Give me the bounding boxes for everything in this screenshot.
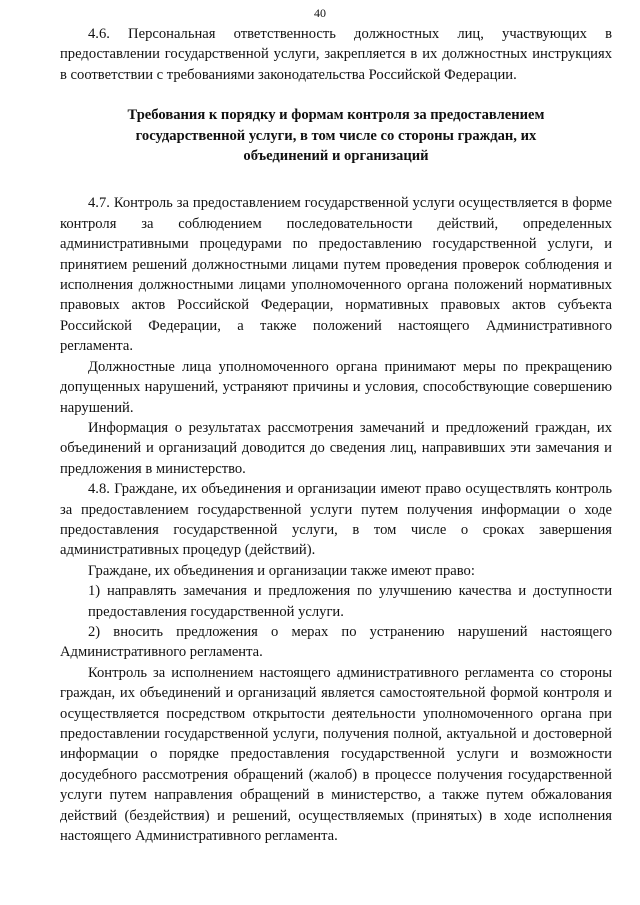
paragraph-4-6: 4.6. Персональная ответственность должностных лиц, участвующих в предоставлении государственной услуги, закрепляется в их должностных инструкциях в соответствии с требованиями законодательства Российской Федерации.: [60, 26, 612, 83]
paragraph-4-7: 4.7. Контроль за предоставлением государственной услуги осуществляется в форме контроля за соблюдением последовательности действий, определенных административными процедурами по предоставлению государственной услуги, и принятием решений должностными лицами путем проведения проверок соблюдения и исполнения должностными лицами уполномоченного органа положений нормативных правовых актов Российской Федерации, нормативных правовых актов субъекта Российской Федерации, а также положений настоящего Административного регламента.: [60, 195, 612, 355]
section-heading: Требования к порядку и формам контроля за предоставлением государственной услуги, в том числе со стороны граждан, их объединений и организаций: [127, 107, 545, 165]
paragraph-4-8: 4.8. Граждане, их объединения и организации имеют право осуществлять контроль за предоставлением государственной услуги путем получения информации о ходе предоставления государственной услуги, в том числе о сроках завершения административных процедур (действий).: [60, 481, 612, 559]
paragraph-results-info: Информация о результатах рассмотрения замечаний и предложений граждан, их объединений и организаций доводится до сведения лиц, направивших эти замечания и предложения в министерство.: [60, 419, 612, 477]
list-item-1: 1) направлять замечания и предложения по улучшению качества и доступности предоставления государственной услуги.: [88, 583, 612, 620]
paragraph-officials-measures: Должностные лица уполномоченного органа принимают меры по прекращению допущенных нарушений, устраняют причины и условия, способствующие совершению нарушений.: [60, 358, 612, 416]
paragraph-rights-intro: Граждане, их объединения и организации также имеют право:: [88, 562, 475, 579]
page-number: 40: [314, 6, 326, 20]
list-item-2: 2) вносить предложения о мерах по устранению нарушений настоящего Административного регламента.: [60, 623, 612, 661]
paragraph-control-summary: Контроль за исполнением настоящего административного регламента со стороны граждан, их объединений и организаций является самостоятельной формой контроля и осуществляется посредством открытости деятельности уполномоченного органа при предоставлении государственной услуги, получения полной, актуальной и достоверной информации о порядке предоставления государственной услуги и возможности досудебного рассмотрения обращений (жалоб) в процессе получения государственной услуги путем направления обращений в министерство, а также путем обжалования действий (бездействия) и решений, осуществляемых (принятых) в ходе исполнения настоящего Административного регламента.: [60, 664, 612, 845]
document-body: [60, 24, 612, 846]
